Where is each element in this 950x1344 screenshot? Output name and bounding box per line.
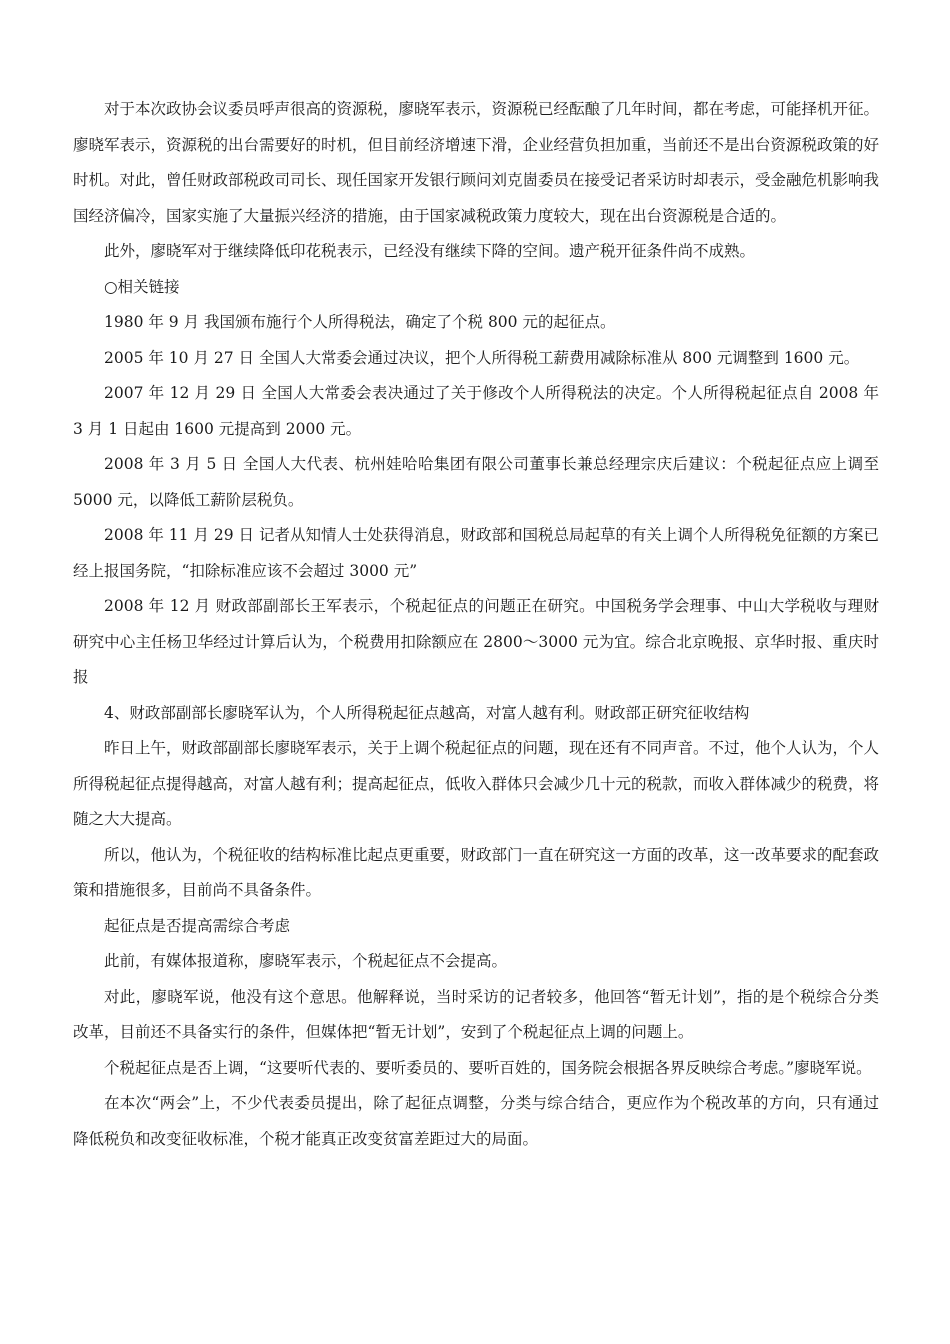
timeline-entry: 2005 年 10 月 27 日 全国人大常委会通过决议，把个人所得税工薪费用减除标准从 800 元调整到 1600 元。 <box>104 348 860 367</box>
section-heading: 4、财政部副部长廖晓军认为，个人所得税起征点越高，对富人越有利。财政部正研究征收结构 <box>104 703 750 722</box>
paragraph: 所以，他认为，个税征收的结构标准比起点更重要，财政部门一直在研究这一方面的改革，这一改革要求的配套政策和措施很多，目前尚不具备条件。 <box>73 845 880 899</box>
paragraph: 对此，廖晓军说，他没有这个意思。他解释说，当时采访的记者较多，他回答“暂无计划”，指的是个税综合分类改革，目前还不具备实行的条件，但媒体把“暂无计划”，安到了个税起征点上调的问题上。 <box>73 987 879 1041</box>
paragraph: 此外，廖晓军对于继续降低印花税表示，已经没有继续下降的空间。遗产税开征条件尚不成熟。 <box>104 242 756 260</box>
timeline-entry: 2008 年 3 月 5 日 全国人大代表、杭州娃哈哈集团有限公司董事长兼总经理宗庆后建议：个税起征点应上调至 5000 元，以降低工薪阶层税负。 <box>73 455 879 509</box>
subheading: 起征点是否提高需综合考虑 <box>104 916 291 935</box>
paragraph: 个税起征点是否上调，“这要听代表的、要听委员的、要听百姓的，国务院会根据各界反映综合考虑。”廖晓军说。 <box>104 1058 872 1077</box>
related-links-heading: ○相关链接 <box>104 277 180 296</box>
document-page <box>73 92 879 1157</box>
paragraph: 此前，有媒体报道称，廖晓军表示，个税起征点不会提高。 <box>104 952 508 970</box>
paragraph: 昨日上午，财政部副部长廖晓军表示，关于上调个税起征点的问题，现在还有不同声音。不过，他个人认为，个人所得税起征点提得越高，对富人越有利；提高起征点，低收入群体只会减少几十元的税款，而收入群体减少的税费，将随之大大提高。 <box>73 739 880 828</box>
paragraph: 在本次“两会”上，不少代表委员提出，除了起征点调整，分类与综合结合，更应作为个税改革的方向，只有通过降低税负和改变征收标准，个税才能真正改变贫富差距过大的局面。 <box>73 1094 879 1148</box>
timeline-entry: 1980 年 9 月 我国颁布施行个人所得税法，确定了个税 800 元的起征点。 <box>104 313 616 331</box>
timeline-entry: 2008 年 12 月 财政部副部长王军表示，个税起征点的问题正在研究。中国税务学会理事、中山大学税收与理财研究中心主任杨卫华经过计算后认为，个税费用扣除额应在 2800～3000 元为宜。综合北京晚报、京华时报、重庆时报 <box>73 597 879 686</box>
timeline-entry: 2008 年 11 月 29 日 记者从知情人士处获得消息，财政部和国税总局起草的有关上调个人所得税免征额的方案已经上报国务院，“扣除标准应该不会超过 3000 元” <box>73 526 879 580</box>
paragraph: 对于本次政协会议委员呼声很高的资源税，廖晓军表示，资源税已经酝酿了几年时间，都在考虑，可能择机开征。廖晓军表示，资源税的出台需要好的时机，但目前经济增速下滑，企业经营负担加重，当前还不是出台资源税政策的好时机。对此，曾任财政部税政司司长、现任国家开发银行顾问刘克崮委员在接受记者采访时却表示，受金融危机影响我国经济偏冷，国家实施了大量振兴经济的措施，由于国家减税政策力度较大，现在出台资源税是合适的。 <box>73 100 880 225</box>
timeline-entry: 2007 年 12 月 29 日 全国人大常委会表决通过了关于修改个人所得税法的决定。个人所得税起征点自 2008 年 3 月 1 日起由 1600 元提高到 2000 元。 <box>73 384 879 438</box>
